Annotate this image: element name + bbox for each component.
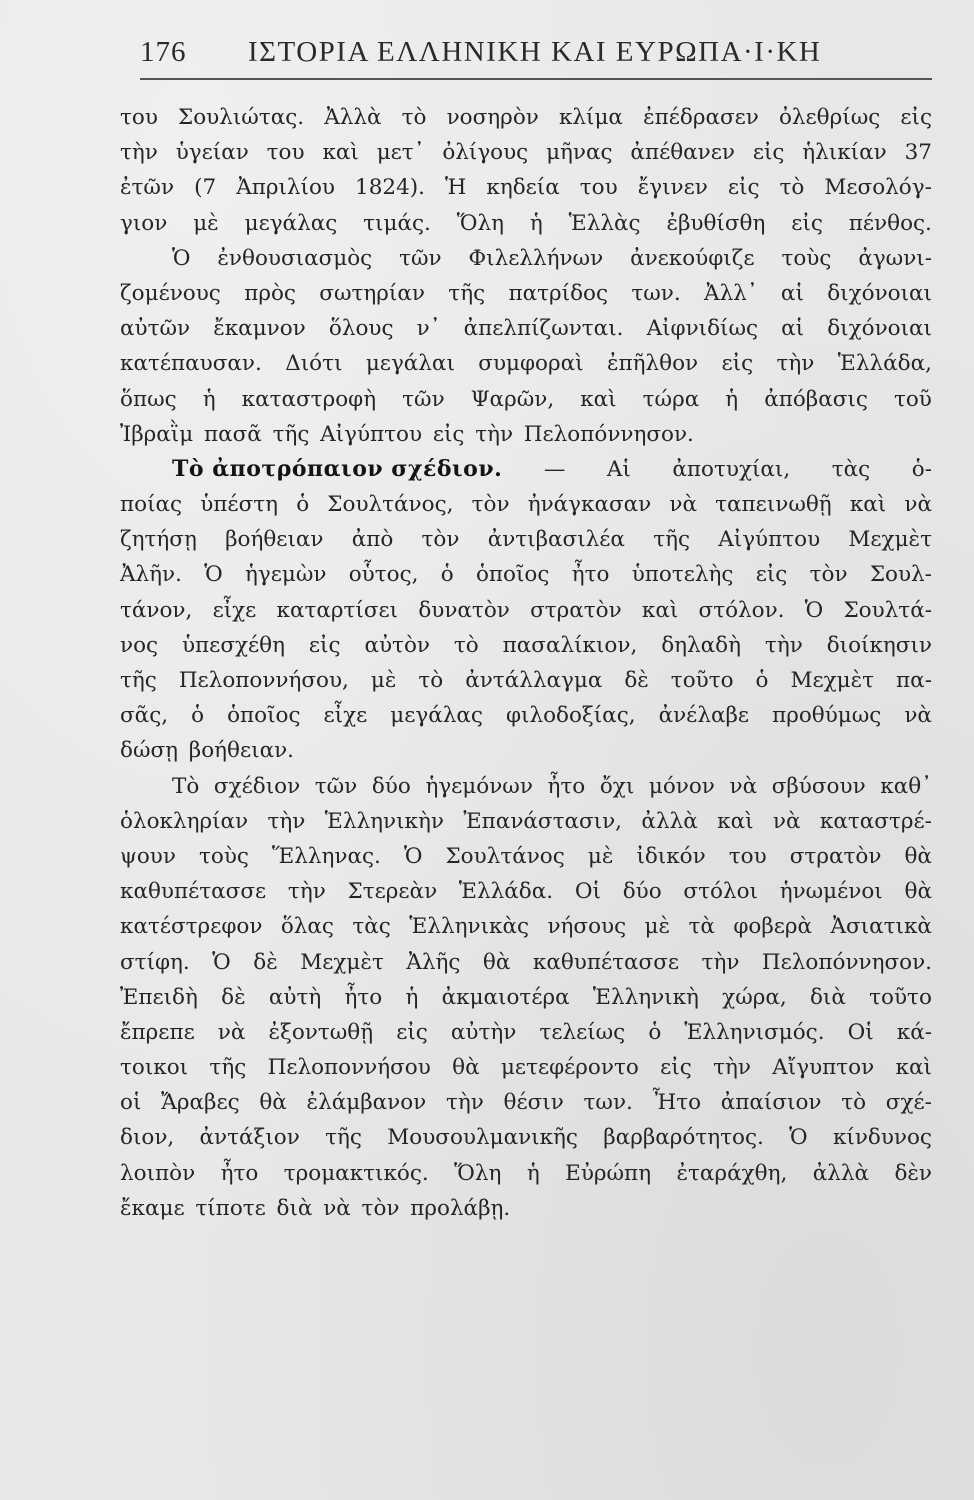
running-title: ΙΣΤΟΡΙΑ ΕΛΛΗΝΙΚΗ ΚΑΙ ΕΥΡΩΠΑ·Ι·ΚΗ [248, 36, 822, 68]
text-line: Τὸ σχέδιον τῶν δύο ἡγεμόνων ἦτο ὄχι μόνον νὰ σβύσουν καθ᾽ [172, 773, 932, 799]
text-line: αὐτῶν ἔκαμνον ὅλους ν᾽ ἀπελπίζωνται. Αἰφνιδίως αἱ διχόνοιαι [120, 316, 932, 342]
text-line: ἔπρεπε νὰ ἐξοντωθῇ εἰς αὐτὴν τελείως ὁ Ἑλληνισμός. Οἱ κά- [120, 1019, 932, 1045]
page-header [140, 30, 932, 80]
text-line: Ἰβραῒμ πασᾶ τῆς Αἰγύπτου εἰς τὴν Πελοπόννησον. [120, 421, 694, 447]
text-line: διον, ἀντάξιον τῆς Μουσουλμανικῆς βαρβαρότητος. Ὁ κίνδυνος [120, 1125, 932, 1151]
text-line: στίφη. Ὁ δὲ Μεχμὲτ Ἀλῆς θὰ καθυπέτασσε τὴν Πελοπόννησον. [120, 949, 932, 975]
text-line: οἱ Ἄραβες θὰ ἐλάμβανον τὴν θέσιν των. Ἦτο ἀπαίσιον τὸ σχέ- [120, 1090, 932, 1116]
text-line: ζητήσῃ βοήθειαν ἀπὸ τὸν ἀντιβασιλέα τῆς Αἰγύπτου Μεχμὲτ [120, 527, 932, 553]
text-line: κατέστρεφον ὅλας τὰς Ἑλληνικὰς νήσους μὲ τὰ φοβερὰ Ἀσιατικὰ [120, 914, 932, 940]
text-line: ψουν τοὺς Ἕλληνας. Ὁ Σουλτάνος μὲ ἰδικόν του στρατὸν θὰ [120, 843, 932, 869]
text-line: τάνον, εἶχε καταρτίσει δυνατὸν στρατὸν καὶ στόλον. Ὁ Σουλτά- [120, 597, 932, 623]
text-line: ζομένους πρὸς σωτηρίαν τῆς πατρίδος των. Ἀλλ᾽ αἱ διχόνοιαι [120, 280, 932, 306]
text-line: τὴν ὑγείαν του καὶ μετ᾽ ὀλίγους μῆνας ἀπέθανεν εἰς ἡλικίαν 37 [120, 140, 932, 166]
text-line: του Σουλιώτας. Ἀλλὰ τὸ νοσηρὸν κλίμα ἐπέδρασεν ὀλεθρίως εἰς [120, 105, 932, 130]
text-line: γιον μὲ μεγάλας τιμάς. Ὅλη ἡ Ἑλλὰς ἐβυθίσθη εἰς πένθος. [120, 210, 932, 236]
text-line: Ἐπειδὴ δὲ αὐτὴ ἦτο ἡ ἀκμαιοτέρα Ἑλληνικὴ χώρα, διὰ τοῦτο [120, 984, 932, 1010]
text-line: Ἀλῆν. Ὁ ἡγεμὼν οὗτος, ὁ ὁποῖος ἦτο ὑποτελὴς εἰς τὸν Σουλ- [120, 562, 932, 588]
section-heading: Τὸ ἀποτρόπαιον σχέδιον. [172, 455, 503, 482]
text-line: ἔκαμε τίποτε διὰ νὰ τὸν προλάβῃ. [120, 1195, 511, 1221]
page-number: 176 [140, 36, 187, 68]
text-line: τοικοι τῆς Πελοποννήσου θὰ μετεφέροντο εἰς τὴν Αἴγυπτον καὶ [120, 1055, 932, 1081]
text-line: λοιπὸν ἦτο τρομακτικός. Ὅλη ἡ Εὐρώπη ἐταράχθη, ἀλλὰ δὲν [120, 1160, 932, 1186]
text-line: ποίας ὑπέστη ὁ Σουλτάνος, τὸν ἠνάγκασαν νὰ ταπεινωθῇ καὶ νὰ [120, 492, 932, 518]
text-line: νος ὑπεσχέθη εἰς αὐτὸν τὸ πασαλίκιον, δηλαδὴ τὴν διοίκησιν [120, 632, 932, 658]
body-text [120, 100, 932, 1226]
text-line: δώσῃ βοήθειαν. [120, 738, 294, 764]
text-line: τῆς Πελοποννήσου, μὲ τὸ ἀντάλλαγμα δὲ τοῦτο ὁ Μεχμὲτ πα- [120, 668, 932, 693]
text-line: ὅπως ἡ καταστροφὴ τῶν Ψαρῶν, καὶ τώρα ἡ ἀπόβασις τοῦ [120, 386, 932, 412]
text-line: ἐτῶν (7 Ἀπριλίου 1824). Ἡ κηδεία του ἔγινεν εἰς τὸ Μεσολόγ- [120, 175, 932, 201]
text-line: Ὁ ἐνθουσιασμὸς τῶν Φιλελλήνων ἀνεκούφιζε τοὺς ἀγωνι- [172, 245, 932, 271]
text-line: κατέπαυσαν. Διότι μεγάλαι συμφοραὶ ἐπῆλθον εἰς τὴν Ἑλλάδα, [120, 351, 932, 377]
text-line: Τὸ ἀποτρόπαιον σχέδιον. — Αἱ ἀποτυχίαι, τὰς ὁ- [120, 452, 932, 487]
text-line: σᾶς, ὁ ὁποῖος εἶχε μεγάλας φιλοδοξίας, ἀνέλαβε προθύμως νὰ [120, 703, 932, 729]
text-line: καθυπέτασσε τὴν Στερεὰν Ἑλλάδα. Οἱ δύο στόλοι ἡνωμένοι θὰ [120, 879, 932, 905]
text-line: ὁλοκληρίαν τὴν Ἑλληνικὴν Ἐπανάστασιν, ἀλλὰ καὶ νὰ καταστρέ- [120, 808, 932, 834]
